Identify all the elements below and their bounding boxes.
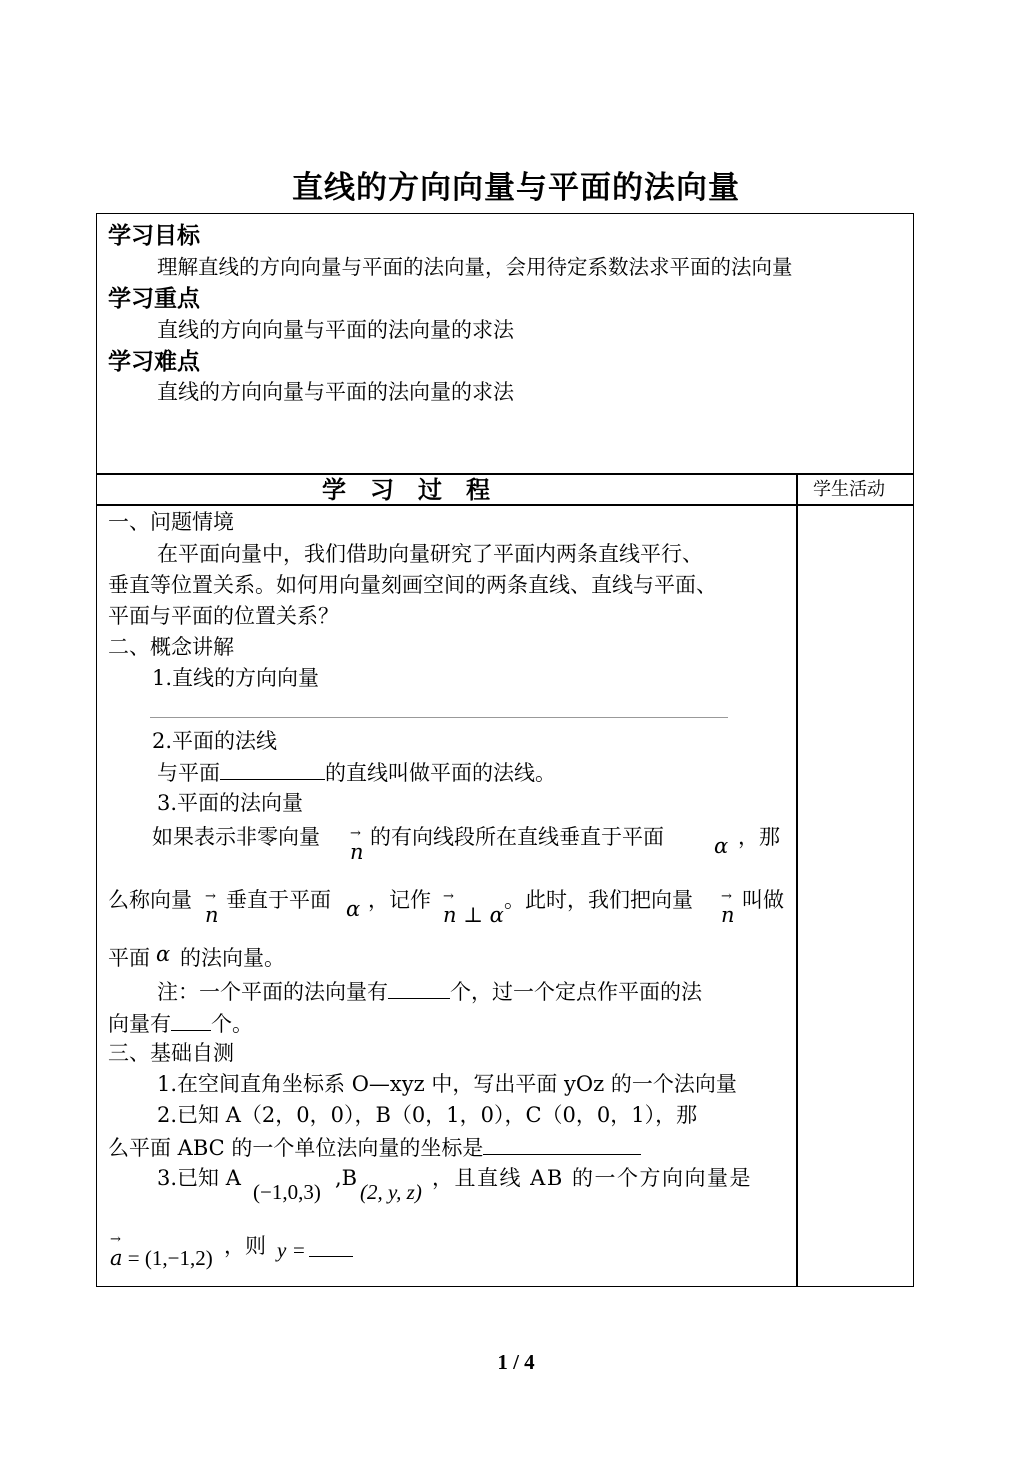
question-2-line-2 — [108, 1136, 641, 1159]
vector-symbol — [721, 889, 735, 927]
concept-2: 2.平面的法线 — [152, 729, 278, 753]
section-1-line-3: 平面与平面的位置关系？ — [108, 604, 339, 628]
header-divider — [96, 504, 914, 506]
vector-symbol — [205, 889, 219, 927]
arrow-icon: → — [205, 889, 216, 904]
definition-line-1-c: ，那 — [738, 825, 780, 849]
definition-line-1 — [152, 827, 320, 848]
vector-letter: n — [350, 840, 364, 864]
definition-line-2-c: ，记作 — [368, 888, 431, 912]
vector-letter: n — [721, 903, 735, 927]
section-3-heading: 三、基础自测 — [108, 1041, 234, 1065]
text-fragment: 个。 — [211, 1012, 253, 1036]
section-1-heading: 一、问题情境 — [108, 510, 234, 534]
definition-line-2-b: 垂直于平面 — [226, 888, 331, 912]
arrow-icon: → — [110, 1232, 121, 1247]
fill-blank — [483, 1136, 641, 1155]
definition-line-2-a: 么称向量 — [108, 888, 192, 912]
vector-letter: a — [110, 1246, 123, 1270]
point-a-coords: (−1,0,3) — [253, 1180, 321, 1204]
vector-symbol — [110, 1232, 123, 1270]
definition-line-1-b: 的有向线段所在直线垂直于平面 — [370, 825, 664, 849]
document-title: 直线的方向向量与平面的法向量 — [292, 170, 740, 206]
fill-blank — [171, 1012, 211, 1031]
fill-blank — [309, 1244, 353, 1257]
row-divider — [96, 473, 914, 475]
arrow-icon: → — [721, 889, 732, 904]
vector-symbol: → n — [443, 889, 457, 927]
alpha-symbol: α — [156, 942, 171, 966]
definition-part-2: 的直线叫做平面的法线。 — [325, 761, 556, 785]
vector-value: = (1,−1,2) — [122, 1246, 213, 1270]
key-text: 直线的方向向量与平面的法向量的求法 — [157, 318, 514, 342]
section-1-line-1: 在平面向量中，我们借助向量研究了平面内两条直线平行、 — [157, 542, 703, 566]
definition-line-3-a: 平面 — [108, 946, 150, 970]
fill-blank — [220, 761, 325, 780]
process-header: 学 习 过 程 — [322, 475, 490, 504]
text-fragment: 如果表示非零向量 — [152, 825, 320, 849]
question-2-line-1: 2.已知 A（2，0，0），B（0，1，0），C（0，0，1），那 — [157, 1103, 698, 1127]
page-number: 1 / 4 — [497, 1350, 535, 1374]
text-fragment: 么平面 ABC 的一个单位法向量的坐标是 — [108, 1136, 484, 1160]
difficulty-text: 直线的方向向量与平面的法向量的求法 — [157, 380, 514, 404]
note-line-2 — [108, 1012, 253, 1035]
vector-symbol — [350, 826, 364, 864]
y-variable: y = — [277, 1238, 306, 1262]
question-3-a: 3.已知 A — [157, 1166, 241, 1190]
student-activity-header: 学生活动 — [813, 479, 885, 500]
key-heading: 学习重点 — [108, 285, 200, 312]
text-fragment: 注：一个平面的法向量有 — [157, 980, 388, 1004]
definition-line-2-e: 叫做 — [742, 888, 784, 912]
vector-n — [721, 889, 735, 927]
question-3-b: ,B — [335, 1166, 358, 1190]
concept-3: 3.平面的法向量 — [157, 791, 304, 815]
question-1: 1.在空间直角坐标系 O—xyz 中，写出平面 yOz 的一个法向量 — [157, 1072, 737, 1096]
goal-heading: 学习目标 — [108, 222, 200, 249]
alpha-symbol: α — [346, 897, 361, 921]
definition-line-3-b: 的法向量。 — [180, 946, 285, 970]
vector-n — [350, 826, 364, 864]
perpendicular-expression: → n ⊥ α — [443, 889, 504, 927]
normal-line-definition — [157, 761, 556, 784]
arrow-icon: → — [350, 826, 361, 841]
point-b-coords: (2, y, z) — [360, 1180, 422, 1204]
goal-text: 理解直线的方向向量与平面的法向量，会用待定系数法求平面的法向量 — [157, 255, 793, 279]
definition-line-2-d: 。此时，我们把向量 — [504, 888, 693, 912]
vector-n — [205, 889, 219, 927]
answer-line — [150, 717, 728, 718]
column-divider — [796, 473, 798, 1287]
section-2-heading: 二、概念讲解 — [108, 635, 234, 659]
fill-blank — [388, 980, 450, 999]
direction-vector — [110, 1232, 213, 1270]
vector-letter: n — [205, 903, 219, 927]
concept-1: 1.直线的方向向量 — [152, 666, 320, 690]
note-line-1 — [157, 980, 702, 1003]
text-fragment: 个，过一个定点作平面的法 — [450, 980, 702, 1004]
definition-part-1: 与平面 — [157, 761, 220, 785]
question-3-c: ，且直线 AB 的一个方向向量是 — [432, 1166, 752, 1190]
arrow-icon: → — [443, 889, 454, 904]
question-3-d: ，则 — [224, 1234, 266, 1258]
section-1-line-2: 垂直等位置关系。如何用向量刻画空间的两条直线、直线与平面、 — [108, 573, 717, 597]
text-fragment: 向量有 — [108, 1012, 171, 1036]
y-equals — [277, 1240, 353, 1261]
alpha-symbol: α — [714, 834, 729, 858]
difficulty-heading: 学习难点 — [108, 348, 200, 375]
